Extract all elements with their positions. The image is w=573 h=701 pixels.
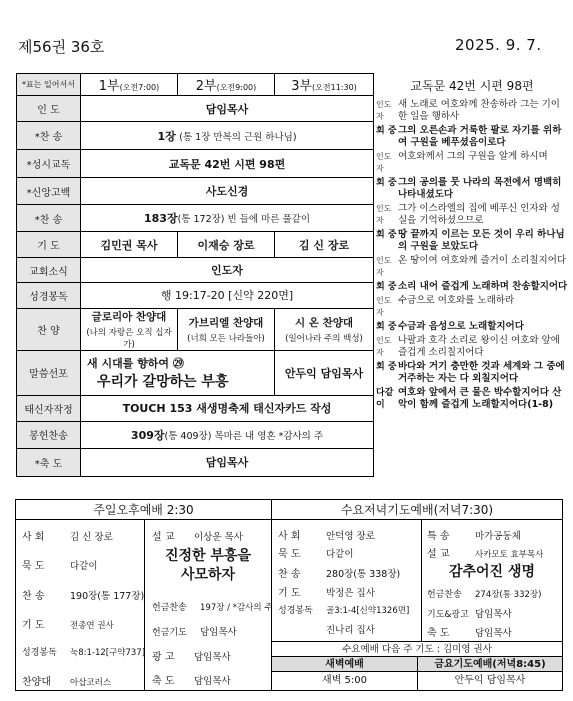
- sunday-item-6: 찬양대 아삽코러스: [22, 677, 112, 688]
- reading-text: 소리 내어 즐겁게 노래하며 찬송할지어다: [398, 281, 568, 292]
- reading-line: [376, 281, 568, 293]
- reading-speaker: 인도자: [376, 296, 392, 317]
- wed-sermon-title: 감추어진 생명: [448, 564, 536, 580]
- label-sermon: 말씀선포: [17, 350, 81, 395]
- reading-text: 여호와 앞에서 큰 물은 박수할지어다 산악이 함께 즐겁게 노래할지어다(1-8): [398, 387, 562, 410]
- sunday-item-4: 기 도 전종연 권사: [22, 620, 114, 631]
- reading-text: 그가 이스라엘의 집에 베푸신 인자와 성실을 기억하셨으므로: [398, 203, 560, 226]
- choir-3: 시 온 찬양대 (일어나라 주의 백성): [275, 308, 374, 350]
- wed-item-1: 사 회 안덕영 장로: [278, 531, 375, 542]
- wed-right-item-1: 특 송 마가공동체: [427, 531, 521, 542]
- service-3-header: 3부(오전11:30): [275, 74, 374, 96]
- wed-right-item-5: 축 도 담임목사: [427, 628, 512, 639]
- reading-line: [376, 361, 568, 385]
- responsive-reading: [376, 73, 568, 413]
- label-benediction: *축 도: [17, 448, 81, 476]
- label-prayer: 기 도: [17, 232, 81, 258]
- row-offering: [17, 421, 374, 448]
- reading-speaker: 회 중: [376, 362, 397, 372]
- reading-text: 땅 끝까지 이르는 모든 것이 우리 하나님의 구원을 보았도다: [398, 229, 565, 252]
- wed-item-5: 성경봉독 골3:1-4[신약1326면]: [278, 606, 410, 616]
- reading-text: 바다와 거기 충만한 것과 세계와 그 중에 거주하는 자는 다 외칠지어다: [398, 361, 565, 384]
- sunday-item-1: 사 회 김 신 장로: [22, 532, 113, 543]
- reading-text: 수금과 음성으로 노래할지어다: [398, 321, 524, 332]
- reading-text: 그의 오른손과 거룩한 팔로 자기를 위하여 구원을 베푸셨음이로다: [398, 125, 562, 148]
- row-invocation: [17, 96, 374, 122]
- reading-speaker: 다같이: [376, 388, 394, 410]
- reading-line: [376, 229, 568, 253]
- divider-sunday-columns: [144, 520, 145, 690]
- wed-item-4: 기 도 박정은 집사: [278, 588, 375, 599]
- wed-right-item-3: 헌금찬송 274장(통 332장): [427, 590, 542, 600]
- reading-text: 새 노래로 여호와께 찬송하라 그는 기이한 일을 행하사: [398, 99, 560, 122]
- label-reading: *성시교독: [17, 150, 81, 178]
- sunday-item-3: 찬 송 190장(통 177장): [22, 591, 145, 602]
- label-news: 교회소식: [17, 258, 81, 283]
- row-sermon: [17, 350, 374, 395]
- reading-speaker: 회 중: [376, 282, 397, 292]
- reading-speaker: 인도자: [376, 100, 392, 121]
- row-benediction: [17, 448, 374, 476]
- wed-item-3: 찬 송 280장(통 338장): [278, 569, 401, 580]
- reading-line: [376, 99, 568, 123]
- reading-speaker: 회 중: [376, 126, 397, 136]
- reading-text: 그의 공의를 뭇 나라의 목전에서 명백히 나타내셨도다: [398, 177, 562, 200]
- reading-speaker: 회 중: [376, 322, 397, 332]
- wed-next-week-prayer: 수요예배 다음 주 기도 : 김미영 권사: [272, 641, 562, 656]
- reading-speaker: 회 중: [376, 230, 397, 240]
- hymn1-value: 1장 (통 1장 만복의 근원 하나님): [81, 122, 374, 150]
- row-creed: [17, 178, 374, 205]
- responsive-reading-lines: [376, 99, 568, 411]
- weekly-services-panel: [15, 499, 563, 691]
- label-scripture: 성경봉독: [17, 283, 81, 308]
- reading-line: [376, 387, 568, 411]
- sunday-right-item-3: 광 고 담임목사: [152, 652, 231, 663]
- reading-speaker: 인도자: [376, 256, 392, 277]
- row-choir: [17, 308, 374, 350]
- friday-title: 금요기도예배(저녁8:45): [417, 656, 562, 671]
- reading-line: [376, 335, 568, 359]
- reading-line: [376, 177, 568, 201]
- reading-line: [376, 125, 568, 149]
- reading-text: 여호와께서 그의 구원을 알게 하시며: [398, 151, 548, 162]
- order-of-service-table: [16, 73, 374, 477]
- reading-text: 수금으로 여호와를 노래하라: [398, 295, 515, 306]
- dawn-time: 새벽 5:00: [272, 671, 417, 690]
- row-missions: [17, 395, 374, 421]
- dawn-title: 새벽예배: [272, 656, 417, 671]
- sunday-item-5: 성경봉독 눅8:1-12[구약737]: [22, 648, 146, 658]
- prayer-service-3: 김 신 장로: [275, 232, 374, 258]
- row-hymn2: [17, 205, 374, 232]
- wed-right-item-4: 기도&광고 담임목사: [427, 609, 512, 620]
- label-creed: *신앙고백: [17, 178, 81, 205]
- invocation-value: 담임목사: [81, 96, 374, 122]
- hymn2-value: 183장(통 172장) 빈 들에 마른 풀같이: [81, 205, 374, 232]
- label-invocation: 인 도: [17, 96, 81, 122]
- sunday-item-2: 묵 도 다같이: [22, 561, 98, 572]
- service-2-header: 2부(오전9:00): [178, 74, 275, 96]
- sunday-sermon-title: 진정한 부흥을 사모하자: [164, 548, 252, 583]
- reading-speaker: 회 중: [376, 178, 397, 188]
- order-header-row: [17, 74, 374, 96]
- bulletin-date: 2025. 9. 7.: [455, 36, 542, 54]
- volume-number: 제56권 36호: [18, 38, 105, 56]
- sunday-right-item-1: 헌금찬송 197장 / *감사의 주: [152, 603, 273, 613]
- sunday-right-item-4: 축 도 담임목사: [152, 676, 231, 687]
- sermon-title: 새 시대를 향하여 ㉙ 우리가 갈망하는 부흥: [81, 350, 275, 395]
- creed-value: 사도신경: [81, 178, 374, 205]
- wed-item-2: 묵 도 다같이: [278, 549, 354, 560]
- offering-value: 309장(통 409장) 목마른 내 영혼 *감사의 주: [81, 421, 374, 448]
- row-prayer: [17, 232, 374, 258]
- label-hymn1: *찬 송: [17, 122, 81, 150]
- label-missions: 태신자작정: [17, 395, 81, 421]
- reading-line: [376, 203, 568, 227]
- row-responsive-reading: [17, 150, 374, 178]
- choir-2: 가브리엘 찬양대 (너희 모든 나라들아): [178, 308, 275, 350]
- prayer-service-2: 이재승 장로: [178, 232, 275, 258]
- reading-line: [376, 321, 568, 333]
- row-scripture: [17, 283, 374, 308]
- sermon-preacher: 안두익 담임목사: [275, 350, 374, 395]
- service-1-header: 1부(오전7:00): [81, 74, 178, 96]
- reading-line: [376, 151, 568, 175]
- wed-right-item-2: 설 교 사카모토 효부목사: [427, 549, 544, 560]
- news-value: 인도자: [81, 258, 374, 283]
- reading-speaker: 인도자: [376, 336, 392, 357]
- reading-line: [376, 255, 568, 279]
- reading-speaker: 인도자: [376, 204, 392, 225]
- label-offering: 봉헌찬송: [17, 421, 81, 448]
- reading-text: 나팔과 호각 소리로 왕이신 여호와 앞에 즐겁게 소리칠지어다: [398, 335, 560, 358]
- choir-1: 글로리아 찬양대 (나의 자랑은 오직 십자가): [81, 308, 178, 350]
- benediction-value: 담임목사: [81, 448, 374, 476]
- reading-line: [376, 295, 568, 319]
- wednesday-title: 수요저녁기도예배(저녁7:30): [272, 500, 562, 520]
- reading-speaker: 인도자: [376, 152, 392, 173]
- prayer-service-1: 김민권 목사: [81, 232, 178, 258]
- missions-value: TOUCH 153 새생명축제 태신자카드 작성: [81, 395, 374, 421]
- sunday-right-item-2: 헌금기도 담임목사: [152, 627, 237, 638]
- sunday-pm-title: 주일오후예배 2:30: [16, 500, 271, 520]
- reading-value: 교독문 42번 시편 98편: [81, 150, 374, 178]
- sunday-preacher: 설 교 이상운 목사: [152, 532, 243, 543]
- responsive-reading-title: 교독문 42번 시편 98편: [410, 79, 534, 93]
- scripture-value: 행 19:17-20 [신약 220면]: [81, 283, 374, 308]
- reading-text: 온 땅이여 여호와께 즐거이 소리칠지어다: [398, 255, 567, 266]
- wed-item-6: 진나리 집사: [326, 625, 375, 636]
- friday-leader: 안두익 담임목사: [417, 671, 562, 690]
- standing-note: *표는 일어서서: [17, 74, 81, 96]
- label-choir: 찬 양: [17, 308, 81, 350]
- row-news: [17, 258, 374, 283]
- row-hymn1: [17, 122, 374, 150]
- label-hymn2: *찬 송: [17, 205, 81, 232]
